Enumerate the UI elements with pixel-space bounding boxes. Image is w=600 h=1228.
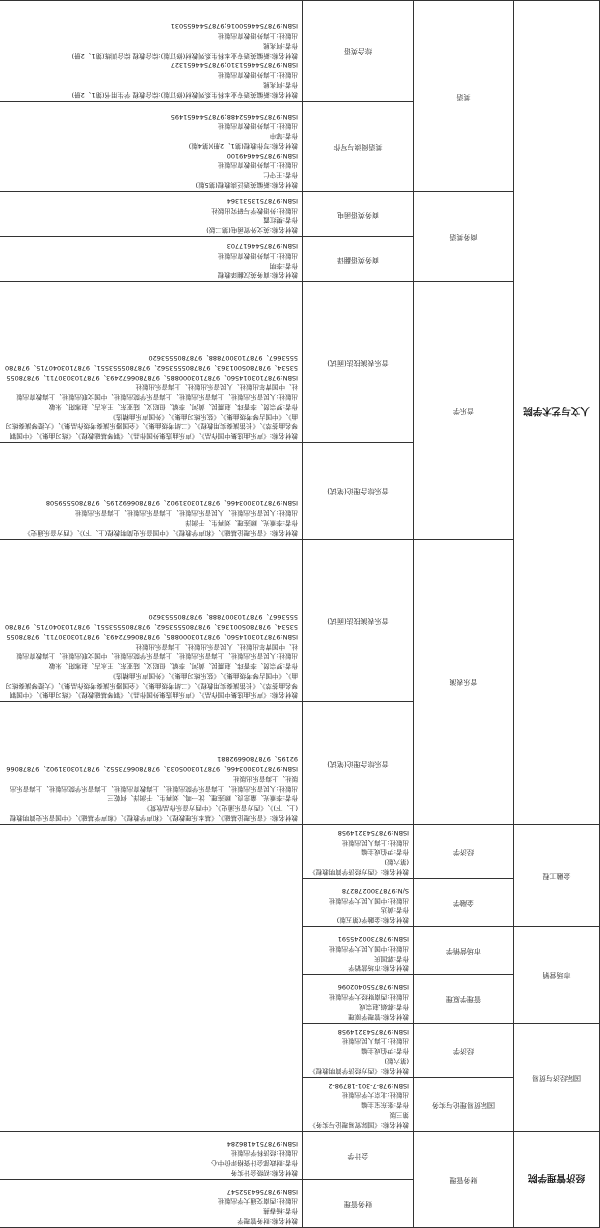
book-info-line: 作者:张东宝主编 (361, 1101, 409, 1110)
book-info-line: 出版社:北京大学出版社 (341, 1091, 409, 1100)
book-info-line: ISBN:9787550402096 (337, 983, 409, 992)
major-cell: 音乐表演 (414, 539, 514, 824)
book-info-line: 教材名称:初级会计实务 (230, 1168, 298, 1177)
book-info-line: 教材名称:《西方经济学简明教程》(第六版) (309, 858, 409, 876)
table-row (0, 878, 600, 926)
book-info-line: 出版社:上海人民出版社 (341, 838, 409, 847)
books-cell (0, 192, 303, 237)
book-info-line: 教材名称:《音乐理论基础》、《和声学教程》、《中国音乐史简明教程(上、下)》、《西方音乐通史》 (24, 528, 298, 537)
table-row (0, 1179, 600, 1227)
book-info-line: 教材名称:《声乐曲选集中国作品》、《声乐曲选集外国作品》、《钢琴基础教程》、《练习曲集》、《中国钢琴名曲荟萃》、《长笛演奏实用教程》、《二胡考级曲集》、《全国器乐演奏考级作品集》、《大提琴演奏练习曲》、《中国古琴考级曲集》、《弦乐练习曲集》、《外国声乐曲精选》 (5, 412, 298, 441)
book-info-line: 教材名称:英文外贸函电(第二版) (206, 226, 298, 235)
book-info-line: 作者:黄达 (380, 906, 409, 915)
book-info-line: 作者:尹伯成主编 (361, 1047, 409, 1056)
book-info-line: 教材名称:管理学原理 (348, 1012, 409, 1021)
course-cell: 市场营销学 (414, 927, 514, 975)
major-cell: 财务管理 (414, 1131, 514, 1227)
book-info-line: 出版社:人民音乐出版社、上海音乐学院出版社、上海教育出版社、上海音乐学院出版社、上海音乐出版社、上海音乐出版社 (9, 774, 298, 793)
book-info-line: 教材名称:商务英汉翻译教程 (217, 271, 298, 280)
table-row (0, 702, 600, 825)
books-cell (303, 1023, 414, 1077)
table-row (0, 1077, 600, 1131)
book-info-line: ISBN:9787544649100 (226, 151, 298, 160)
book-info-line: 教材名称:《音乐理论基础》、《基本乐理教程》、《和声学教程》、《和声学基础》、《中国音乐史简明教程(上、下)》、《西方音乐通史》、《中西方音乐作品欣赏》 (9, 804, 298, 822)
books-cell (0, 237, 303, 282)
books-cell (0, 539, 303, 702)
book-info-line: ISBN:9787513531364 (226, 196, 298, 205)
book-info-line: 作者:邹申 (269, 132, 298, 141)
course-cell: 金融学 (414, 878, 514, 926)
book-info-line: ISBN:9787544651310;9787544651327 (170, 61, 298, 70)
book-info-line: 出版社:中国人民大学出版社 (328, 896, 409, 905)
book-info-line: 作者:何兆熊 (263, 80, 298, 89)
book-info-line: 作者:郝娟,赵宗成 (359, 1002, 409, 1011)
course-cell: 音乐表演技法(面试) (303, 539, 414, 702)
book-info-line: 出版社:西南财经大学出版社 (328, 993, 409, 1002)
book-info-line: 作者:何兆熊 (263, 41, 298, 50)
book-info-line: 出版社:上海外语教育出版社 (217, 122, 298, 131)
book-info-line: 作者:罗宗贤、李晋玮、赵震民、黄河、李斌、但昭义、陆亚东、王永吉、赵寒阳、朱敏 (48, 662, 298, 671)
book-info-line: ISBN:978-7-301-18798-2 (328, 1081, 409, 1090)
book-info-line: ISBN:9787564352547 (226, 1187, 298, 1196)
major-cell: 英语 (414, 1, 514, 192)
books-cell (303, 878, 414, 926)
book-info-line: ISBN:9787103014560、9787103000885、9787806672493、9787103030711、9787805553534、9787805001363、9787805553562、9787805553551、9787103040715、9787805553667、9787103007888、9787805553620 (4, 613, 298, 641)
book-info-line: 教材名称:新编英语泛读教程(第5版) (195, 181, 298, 189)
course-cell: 音乐综合理论(笔试) (303, 443, 414, 539)
course-cell: 音乐表演技法(面试) (303, 282, 414, 443)
books-cell (0, 282, 303, 443)
book-info-line: 出版社:上海人民出版社 (341, 1037, 409, 1046)
table-row (0, 824, 600, 878)
book-info-line: 教材名称:金融学(第五版) (336, 916, 409, 925)
course-cell: 经济学 (414, 1023, 514, 1077)
book-info-line: 出版社:上海外语教育出版社 (217, 71, 298, 80)
course-cell: 会计学 (303, 1131, 414, 1179)
course-cell: 财务管理 (303, 1179, 414, 1227)
books-cell (303, 1077, 414, 1131)
book-info-line: ISBN:9787544652488;9787544651495 (170, 112, 298, 121)
book-info-line: 出版社:西南交通大学出版社 (217, 1197, 298, 1206)
course-cell: 国际贸易理论与实务 (414, 1077, 514, 1131)
book-info-line: 出版社:人民音乐出版社、上海音乐出版社、上海音乐学院出版社、中国文联出版社、上海教育出版社、中国青年出版社、人民音乐出版社、上海音乐出版社 (16, 383, 298, 402)
book-info-line: 教材名称:市场营销学 (348, 964, 409, 973)
major-cell: 国际经济与贸易 (514, 1023, 600, 1131)
books-cell (303, 824, 414, 878)
books-cell (0, 1179, 303, 1227)
book-info-line: 作者:杨春燕 (263, 1207, 298, 1216)
books-cell (0, 1, 303, 102)
course-cell: 综合英语 (303, 1, 414, 102)
books-cell (303, 975, 414, 1023)
book-info-line: 出版社:人民音乐出版社、人民音乐出版社、上海音乐出版社、上海音乐出版社 (74, 509, 298, 518)
books-cell (0, 1131, 303, 1179)
books-cell (303, 927, 414, 975)
book-info-line: ISBN:9787543214958 (337, 828, 409, 837)
course-cell: 商务英语翻译 (303, 237, 414, 282)
book-info-line: 出版社:上海外语教育出版社 (217, 32, 298, 41)
table-row (0, 927, 600, 975)
book-info-line: 出版社:中国人民大学出版社 (328, 944, 409, 953)
book-info-line: 作者:李明 (269, 261, 298, 270)
book-info-line: 作者:李重光、童忠良、顾连理、沈一鸣、刘再生、于润洋、何乾三 (107, 794, 298, 803)
book-info-line: 教材名称:《国际贸易理论与实务》第三版 (309, 1110, 409, 1129)
book-info-line: 作者:王守仁 (263, 171, 298, 180)
table-row (0, 101, 600, 191)
book-info-line: 教材名称:写作教程(第1、2册)(第4版) (188, 142, 298, 150)
course-cell: 音乐综合理论(笔试) (303, 702, 414, 825)
book-info-line: 出版社:外语教学与研究出版社 (211, 206, 298, 215)
table-row (0, 1023, 600, 1077)
course-cell: 英语阅读与写作 (303, 101, 414, 191)
book-info-line: 出版社:经济科学出版社 (230, 1149, 298, 1158)
book-info-line: ISBN:9787103003466、9787103031902、9787806692195、9787805559508 (45, 499, 298, 508)
table-row (0, 237, 600, 282)
book-info-line: ISBN:9787544617703 (226, 242, 298, 251)
table-row (0, 443, 600, 539)
book-info-line: 教材名称:财务管理学 (237, 1217, 298, 1225)
course-cell: 管理学原理 (414, 975, 514, 1023)
books-cell (0, 443, 303, 539)
book-info-line: 作者:财政部会计资格评价中心 (211, 1159, 298, 1168)
books-cell (0, 101, 303, 191)
college-cell: 经济管理学院 (514, 1131, 600, 1227)
book-info-line: ISBN:9787543214958 (337, 1027, 409, 1036)
book-info-line: ISBN:9787544650016;9787544655031 (170, 22, 298, 31)
table-row (0, 975, 600, 1023)
book-info-line: ISBN:9787514186284 (226, 1139, 298, 1148)
course-cell: 经济学 (414, 824, 514, 878)
book-info-line: S/N:9787300278278 (341, 886, 409, 895)
major-cell: 金融工程 (514, 824, 600, 926)
book-info-line: 作者:樊红霞 (263, 216, 298, 225)
book-info-line: 出版社:上海外语教育出版社 (217, 161, 298, 170)
book-info-line: 作者:尹伯成主编 (361, 848, 409, 857)
book-info-line: 作者:李重光、顾连理、刘再生、于润洋 (185, 518, 298, 527)
books-cell (0, 702, 303, 825)
major-cell: 音乐学 (414, 282, 514, 539)
book-info-line: 出版社:上海外语教育出版社 (217, 251, 298, 260)
book-info-line: 作者:罗宗贤、李晋玮、赵震民、黄河、李斌、但昭义、陆亚东、王永吉、赵寒阳、朱敏 (48, 402, 298, 411)
book-info-line: 教材名称:《西方经济学简明教程》(第六版) (309, 1056, 409, 1075)
book-info-line: ISBN:9787300245591 (337, 935, 409, 944)
book-info-line: 出版社:人民音乐出版社、上海音乐出版社、上海音乐学院出版社、中国文联出版社、上海教育出版社、中国青年出版社、人民音乐出版社、上海音乐出版社 (16, 642, 298, 661)
book-info-line: 教材名称:新编英语专业本科生系列教材(修订版):综合教程 综合训练(第1、2册) (71, 51, 298, 60)
book-info-line: 作者:郭国庆 (374, 954, 409, 963)
college-cell: 人文与艺术学院 (514, 1, 600, 825)
major-cell: 商务英语 (414, 192, 514, 282)
major-cell: 市场营销 (514, 927, 600, 1023)
course-cell: 商务英语函电 (303, 192, 414, 237)
book-info-line: ISBN:9787103014560、9787103000885、9787806672493、9787103030711、9787805553534、9787805001363、9787805553562、9787805553551、9787103040715、9787805553667、9787103007888、9787805553620 (4, 354, 298, 382)
book-info-line: ISBN:9787103003466、9787103005033、9787806673552、9787103031902、9787806692195、9787806692881 (6, 755, 298, 774)
book-info-line: 教材名称:新编英语专业本科生系列教材(修订版):综合教程 学生用书(第1、2册) (71, 90, 298, 99)
book-info-line: 教材名称:《声乐曲选集中国作品》、《声乐曲选集外国作品》、《钢琴基础教程》、《练习曲集》、《中国钢琴名曲荟萃》、《长笛演奏实用教程》、《二胡考级曲集》、《全国器乐演奏考级作品集》、《大提琴演奏练习曲》、《中国古琴考级曲集》、《弦乐练习曲集》、《外国声乐曲精选》 (5, 671, 298, 700)
